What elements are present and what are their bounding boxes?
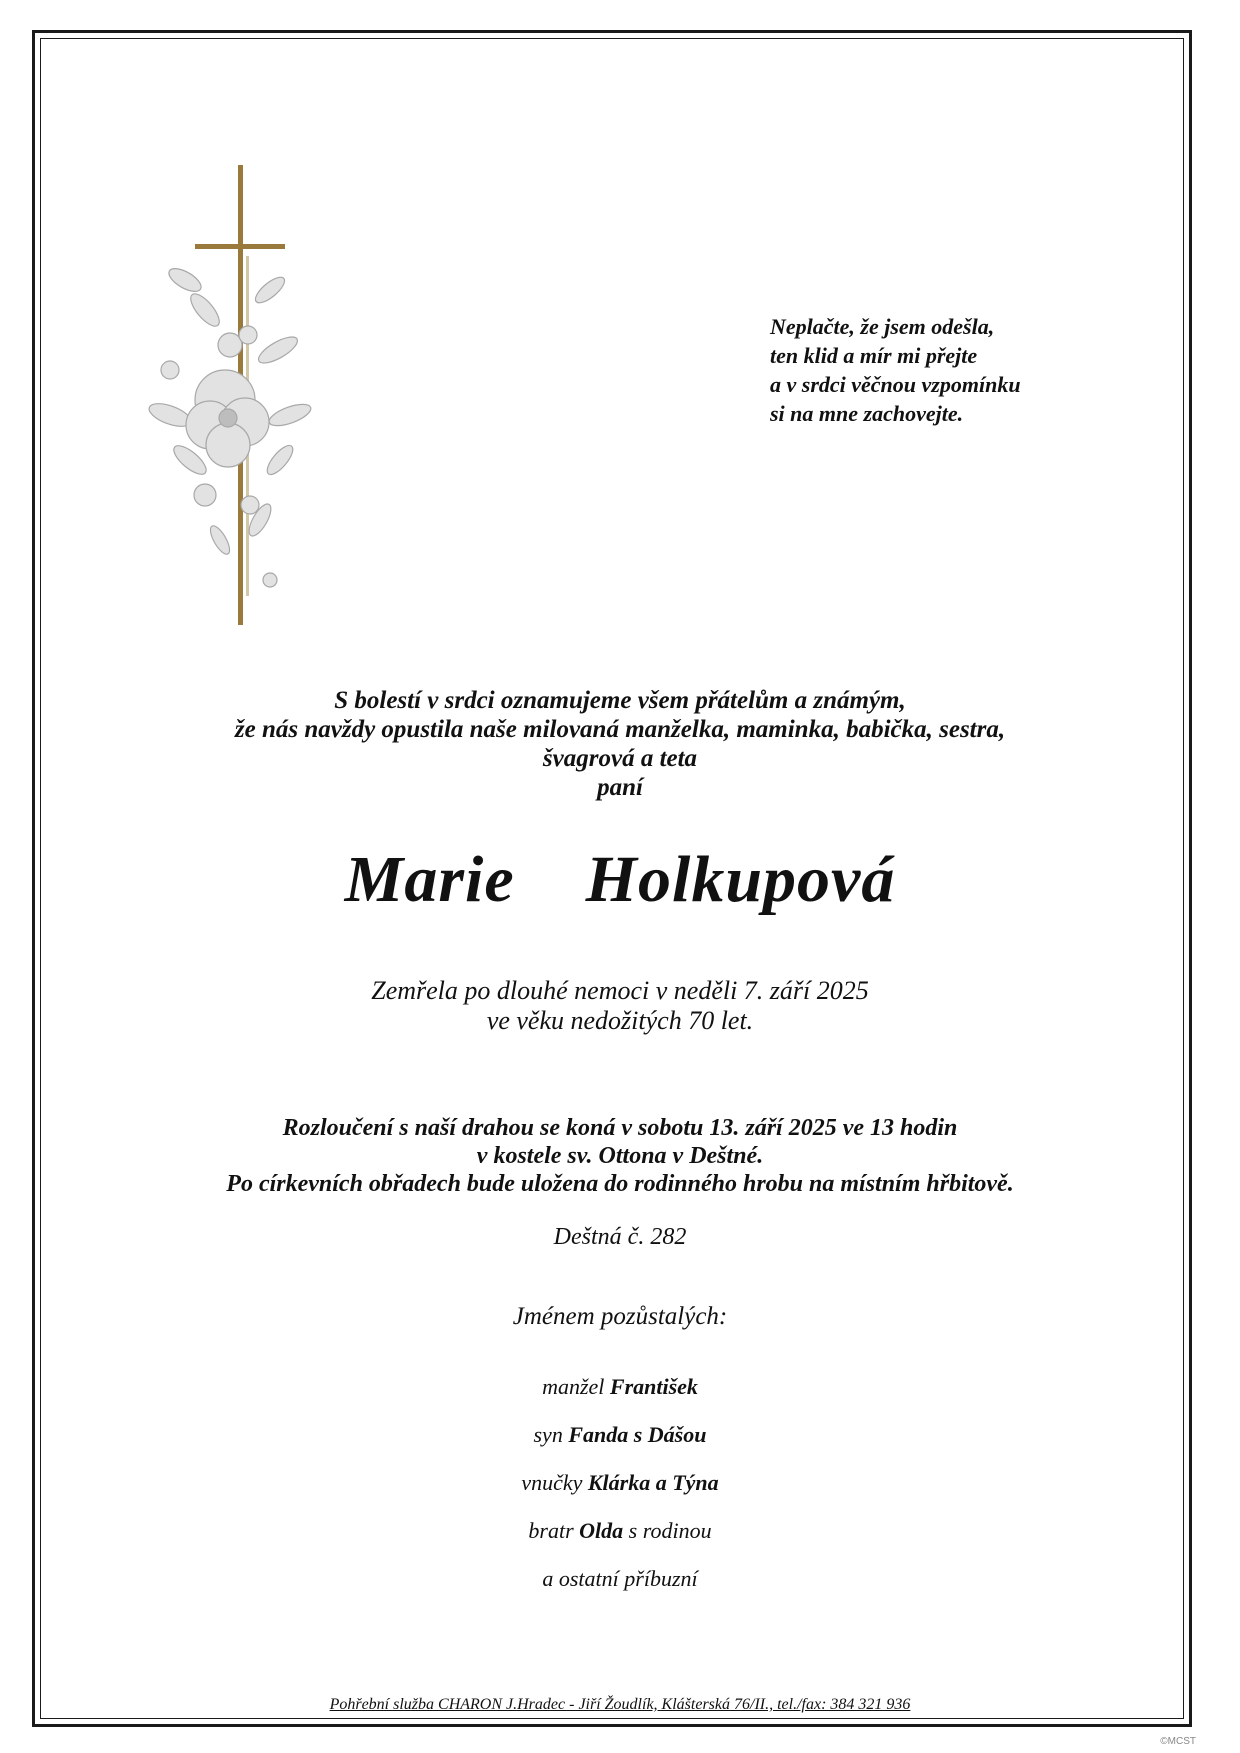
death-line: Zemřela po dlouhé nemoci v neděli 7. září 2025 xyxy=(371,976,869,1005)
mourner-name: Fanda s Dášou xyxy=(568,1422,707,1447)
verse-line: a v srdci věčnou vzpomínku xyxy=(770,372,1021,397)
intro-line: paní xyxy=(597,774,643,801)
verse-line: si na mne zachovejte. xyxy=(770,401,964,426)
on-behalf-heading: Jménem pozůstalých: xyxy=(512,1303,728,1330)
flower-bouquet-icon xyxy=(146,264,313,587)
list-item xyxy=(60,1420,1180,1468)
death-info xyxy=(60,976,1180,1036)
deceased-name: Marie Holkupová xyxy=(344,843,896,916)
mourner-relation: manžel xyxy=(542,1374,610,1399)
ceremony-line: v kostele sv. Ottona v Deštné. xyxy=(476,1143,764,1169)
mourners-list xyxy=(60,1372,1180,1612)
ceremony-line: Rozloučení s naší drahou se koná v sobotu 13. září 2025 ve 13 hodin xyxy=(282,1115,958,1141)
intro-line: S bolestí v srdci oznamujeme všem přátelům a známým, xyxy=(334,687,906,714)
list-item xyxy=(60,1564,1180,1612)
address: Deštná č. 282 xyxy=(553,1224,687,1250)
mourner-name: Olda xyxy=(579,1518,624,1543)
verse-line: ten klid a mír mi přejte xyxy=(770,343,978,368)
mourner-relation: syn xyxy=(533,1422,569,1447)
announcement-intro xyxy=(60,686,1180,802)
intro-line: švagrová a teta xyxy=(542,745,698,772)
list-item xyxy=(60,1468,1180,1516)
mourner-relation: bratr xyxy=(528,1518,580,1543)
death-line: ve věku nedožitých 70 let. xyxy=(486,1006,754,1035)
mourner-relation: vnučky xyxy=(521,1470,588,1495)
copyright-mark: ©MCST xyxy=(1160,1736,1196,1747)
mourner-suffix: s rodinou xyxy=(623,1518,712,1543)
list-item xyxy=(60,1516,1180,1564)
mourner-name: František xyxy=(609,1374,698,1399)
verse-block xyxy=(770,312,1100,428)
funeral-service-footer: Pohřební služba CHARON J.Hradec - Jiří Žoudlík, Klášterská 76/II., tel./fax: 384 321 936 xyxy=(329,1696,911,1713)
intro-line: že nás navždy opustila naše milovaná manželka, maminka, babička, sestra, xyxy=(234,716,1006,743)
mourner-relation: a ostatní příbuzní xyxy=(542,1566,698,1591)
cross-with-flowers-icon xyxy=(130,160,330,660)
verse-line: Neplačte, že jsem odešla, xyxy=(770,314,995,339)
ceremony-line: Po církevních obřadech bude uložena do rodinného hrobu na místním hřbitově. xyxy=(226,1171,1014,1197)
ceremony-info xyxy=(60,1114,1180,1198)
mourner-name: Klárka a Týna xyxy=(587,1470,719,1495)
list-item xyxy=(60,1372,1180,1420)
